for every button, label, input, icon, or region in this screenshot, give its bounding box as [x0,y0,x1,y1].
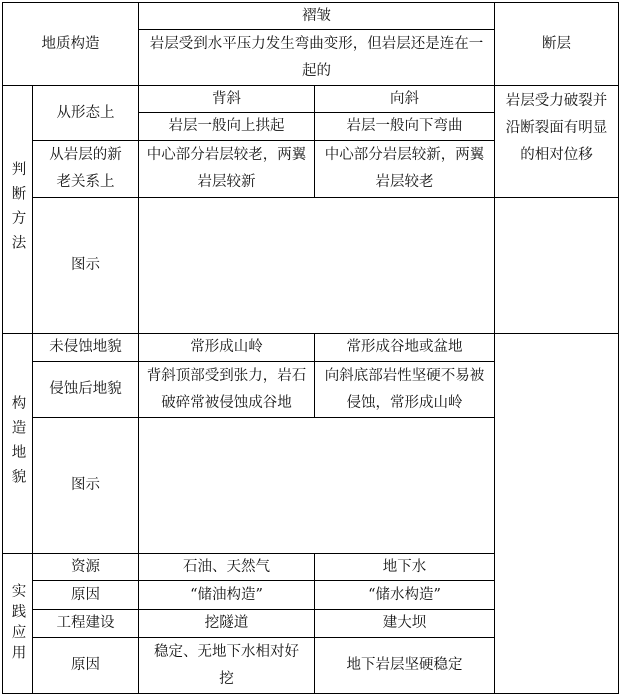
syncline-reason: “储水构造” [368,586,441,603]
landform-diagram-area [139,418,494,553]
fault-description: 岩层受力破裂并沿断裂面有明显的相对位移 [505,93,608,163]
application-group-label [3,554,32,693]
age-relation-label: 从岩层的新老关系上 [49,147,122,190]
landform-diagram-label: 图示 [71,477,100,493]
landform-group-text: 构造地貌 [9,394,26,493]
syncline-eroded: 向斜底部岩性坚硬不易被侵蚀，常形成山岭 [324,367,485,411]
syncline-reason2: 地下岩层坚硬稳定 [346,657,463,673]
reason-label: 原因 [71,586,100,603]
landform-group-label [3,334,32,553]
header-structure-label: 地质构造 [41,35,100,52]
anticline-uneroded: 常形成山岭 [190,339,263,355]
reason2-label: 原因 [71,657,100,673]
syncline-heading: 向斜 [390,90,419,107]
application-group-text: 实践应用 [9,582,26,665]
syncline-engineering: 建大坝 [382,615,427,631]
resource-label: 资源 [71,558,100,575]
header-fault: 断层 [542,35,571,52]
header-fold-description: 岩层受到水平压力发生弯曲变形，但岩层还是连在一起的 [149,35,484,79]
anticline-age: 中心部分岩层较老，两翼岩层较新 [146,147,307,190]
syncline-age: 中心部分岩层较新，两翼岩层较老 [324,147,485,190]
judgment-diagram-label: 图示 [71,257,100,273]
shape-label: 从形态上 [56,104,115,121]
syncline-resource: 地下水 [382,558,427,575]
anticline-heading: 背斜 [212,90,241,107]
fault-empty-cell [495,334,618,693]
syncline-uneroded: 常形成谷地或盆地 [346,339,463,355]
anticline-shape: 岩层一般向上拱起 [168,118,285,134]
judgment-group-label [3,86,32,333]
anticline-engineering: 挖隧道 [204,615,249,631]
eroded-label: 侵蚀后地貌 [49,381,122,397]
anticline-reason: “储油构造” [190,586,263,603]
uneroded-label: 未侵蚀地貌 [49,339,122,355]
judgment-group-text: 判断方法 [9,160,26,259]
anticline-resource: 石油、天然气 [183,558,270,575]
syncline-shape: 岩层一般向下弯曲 [346,118,463,134]
header-fold: 褶皱 [302,7,331,24]
judgment-diagram-area [139,198,494,333]
engineering-label: 工程建设 [56,615,115,631]
anticline-eroded: 背斜顶部受到张力，岩石破碎常被侵蚀成谷地 [146,367,307,411]
anticline-reason2: 稳定、无地下水相对好挖 [154,643,299,687]
